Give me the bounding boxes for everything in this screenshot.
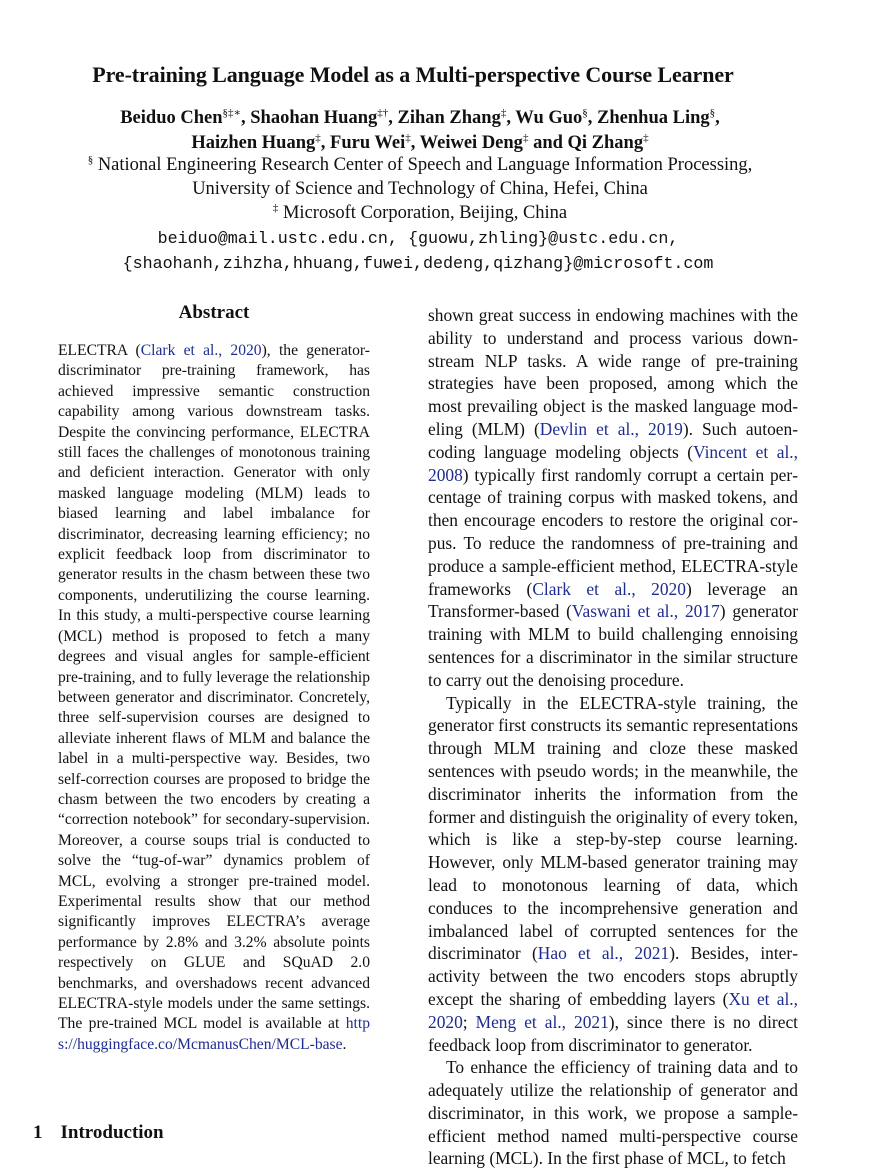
affiliation-mark: ‡ [272,201,279,214]
email-line: {shaohanh,zihzha,hhuang,fuwei,dedeng,qizhang}@microsoft.com [122,255,714,274]
email-block [0,227,836,277]
author-separator: , [410,133,420,153]
affiliations [0,153,840,225]
author-affil-mark: ‡ [500,106,507,119]
body-text: ), since there is no direct feedback loop from discriminator to generator. [428,1011,798,1055]
paragraph [428,304,798,692]
author-name: Furu Wei [330,133,406,153]
affiliation-1 [0,153,840,177]
author-name: Shaohan Huang [250,108,378,128]
author-separator: and [528,133,568,153]
author-name: Zhenhua Ling [597,108,710,128]
author-affil-mark: ‡ [405,131,411,144]
citation-link[interactable]: Clark et al., 2020 [532,578,686,599]
citation-link[interactable]: Vaswani et al., 2017 [571,601,720,622]
author-separator: , [320,133,331,153]
abstract-text: ELECTRA ( [58,342,141,359]
body-text: ) leverage an Transformer-based ( [428,578,798,622]
paragraph [428,692,798,1057]
author-separator: , [241,108,251,128]
author-separator: , [587,108,598,128]
author-affil-mark: § [709,106,716,119]
body-text: To enhance the efficiency of training data and to adequately utilize the relationship of generator and discriminator, in this work, we propose a sample-efficient method named multi-perspective course learning (MCL). In the first phase of MCL, to fetch [428,1057,798,1169]
section-title: Introduction [60,1122,164,1143]
citation-link[interactable]: Xu et al., 2020 [428,988,798,1032]
author-line-1 [0,106,840,131]
author-name: Beiduo Chen [120,108,223,128]
citation-link[interactable]: Vincent et al., 2008 [428,441,798,485]
author-affil-mark: ‡ [643,131,649,144]
paragraph [428,1056,798,1170]
paper-title: Pre-training Language Model as a Multi-perspective Course Learner [92,62,734,87]
affiliation-text: National Engineering Research Center of Speech and Language Information Processing, [97,155,753,175]
affiliation-text: Microsoft Corporation, Beijing, China [282,203,568,223]
author-affil-mark: §‡∗ [222,106,241,119]
author-affil-mark: ‡† [377,106,389,119]
author-separator: , [388,108,398,128]
right-column [428,304,798,1170]
model-url-link[interactable]: https://huggingface.co/McmanusChen/MCL-base [58,1015,370,1053]
citation-link[interactable]: Clark et al., 2020 [140,342,262,359]
author-separator: , [506,108,516,128]
citation-link[interactable]: Meng et al., 2021 [475,1011,609,1032]
author-name: Weiwei Deng [419,133,523,153]
section-heading-introduction [33,1122,164,1144]
author-affil-mark: § [582,106,588,119]
author-affil-mark: ‡ [522,131,529,144]
affiliation-1-cont: University of Science and Technology of China, Hefei, China [192,179,648,199]
author-name: Qi Zhang [567,133,644,153]
body-text: ). Besides, interactivity between the two encoders stops abruptly except the sharing of embedding layers ( [428,943,798,1009]
body-text: ) typically first randomly corrupt a certain percentage of training corpus with masked tokens, and then encourage encoders to restore the original corpus. To reduce the randomness of pre-training and produce a sample-efficient method, ELECTRA-style frameworks ( [428,464,798,599]
affiliation-mark: § [87,153,94,166]
body-text: ; [462,1011,476,1032]
abstract-body [58,341,370,1055]
author-name: Haizhen Huang [191,133,316,153]
author-list [0,106,840,156]
abstract-heading: Abstract [178,302,250,323]
body-text: ) generator training with MLM to build challenging ennoising sentences for a discriminator in the similar structure to carry out the denoising procedure. [428,601,799,690]
abstract-text: . [342,1035,347,1053]
author-name: Wu Guo [515,108,583,128]
body-text: ). Such autoencoding language modeling objects ( [428,418,798,462]
abstract-text: ), the generator-discriminator pre-training framework, has achieved impressive semantic construction capability among various downstream tasks. Despite the convincing performance, ELECTRA still faces the challenges of monotonous training and deficient interaction. Generator with only masked language modeling (MLM) leads to biased learning and label imbalance for discriminator, decreasing learning efficiency; no explicit feedback loop from discriminator to generator results in the chasm between these two components, underutilizing the course learning. In this study, a multi-perspective course learning (MCL) method is proposed to fetch a many degrees and visual angles for sample-efficient pre-training, and to fully leverage the relationship between generator and discriminator. Concretely, three self-supervision courses are designed to alleviate inherent flaws of MLM and balance the label in a multi-perspective way. Besides, two self-correction courses are proposed to bridge the chasm between the two encoders by creating a “correction notebook” for secondary-supervision. Moreover, a course soups trial is conducted to solve the “tug-of-war” dynamics problem of MCL, evolving a stronger pre-trained model. Experimental results show that our method significantly improves ELECTRA’s average performance by 2.8% and 3.2% absolute points respectively on GLUE and SQuAD 2.0 benchmarks, and overshadows recent advanced ELECTRA-style models under the same settings. The pre-trained MCL model is available at [58,342,370,1033]
affiliation-2 [0,201,840,225]
citation-link[interactable]: Devlin et al., 2019 [539,418,683,439]
body-text: shown great success in endowing machines with the ability to understand and process various downstream NLP tasks. A wide range of pre-training strategies have been proposed, among which the most prevailing object is the masked language modeling (MLM) ( [428,305,798,439]
citation-link[interactable]: Hao et al., 2021 [537,943,670,964]
author-separator: , [715,108,720,128]
section-number: 1 [33,1122,43,1143]
author-name: Zihan Zhang [397,108,501,128]
author-affil-mark: ‡ [315,131,321,144]
body-text: Typically in the ELECTRA-style training, the generator first constructs its semantic representations through MLM training and cloze these masked sentences with pseudo words; in the meanwhile, the discriminator inherits the information from the former and distinguish the originality of every token, which is like a step-by-step course learning. However, only MLM-based generator training may lead to monotonous learning of data, which conduces to the incomprehensive generation and imbalanced label of corrupted sentences for the discriminator ( [428,692,798,964]
email-line: beiduo@mail.ustc.edu.cn, {guowu,zhling}@ustc.edu.cn, [157,230,679,249]
